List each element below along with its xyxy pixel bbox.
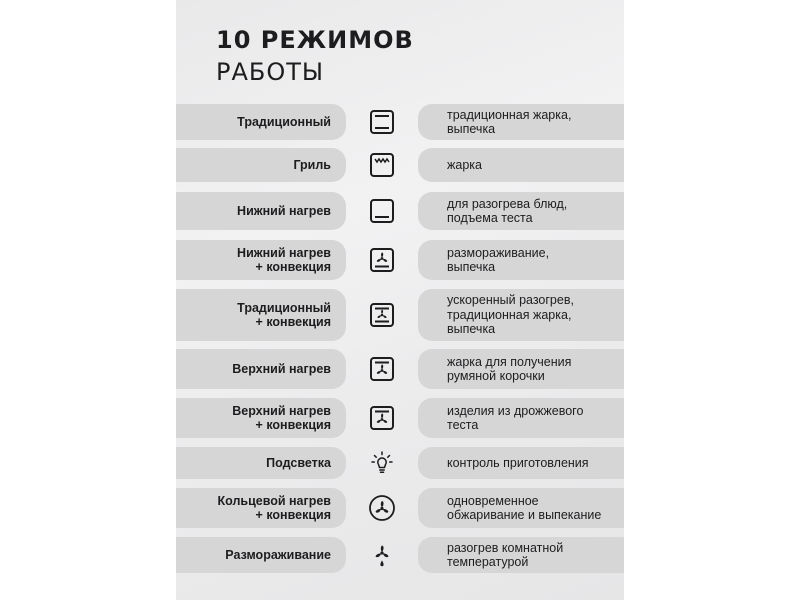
mode-description-pill <box>418 349 624 389</box>
mode-name-pill <box>176 398 346 438</box>
top-heat-fan-icon <box>368 404 396 432</box>
mode-description: изделия из дрожжевого теста <box>447 403 584 432</box>
mode-description: одновременное обжаривание и выпекание <box>447 493 602 522</box>
mode-row <box>176 289 624 341</box>
mode-description: жарка <box>447 157 482 172</box>
mode-description: разогрев комнатной температурой <box>447 540 564 569</box>
mode-row <box>176 104 624 140</box>
mode-row <box>176 537 624 573</box>
mode-description-pill <box>418 104 624 140</box>
mode-row <box>176 192 624 230</box>
mode-name: Традиционный + конвекция <box>237 300 331 329</box>
mode-name-pill <box>176 289 346 341</box>
mode-name-pill <box>176 488 346 528</box>
mode-description-pill <box>418 192 624 230</box>
traditional-fan-icon <box>368 301 396 329</box>
traditional-icon <box>368 108 396 136</box>
mode-name: Подсветка <box>266 455 331 470</box>
grill-icon <box>368 151 396 179</box>
mode-name-pill <box>176 537 346 573</box>
mode-row <box>176 447 624 479</box>
mode-row <box>176 240 624 280</box>
mode-description-pill <box>418 148 624 182</box>
mode-name-pill <box>176 240 346 280</box>
mode-description: ускоренный разогрев, традиционная жарка, выпечка <box>447 293 574 337</box>
mode-description: жарка для получения румяной корочки <box>447 354 572 383</box>
bottom-heat-fan-icon <box>368 246 396 274</box>
mode-name: Верхний нагрев <box>232 361 331 376</box>
mode-name: Традиционный <box>237 114 331 129</box>
mode-description-pill <box>418 398 624 438</box>
mode-name: Нижний нагрев <box>237 203 331 218</box>
mode-description-pill <box>418 537 624 573</box>
mode-name-pill <box>176 192 346 230</box>
mode-description: размораживание, выпечка <box>447 245 550 274</box>
bottom-heat-icon <box>368 197 396 225</box>
mode-description: для разогрева блюд, подъема теста <box>447 196 568 225</box>
mode-name-pill <box>176 447 346 479</box>
mode-name: Размораживание <box>225 547 331 562</box>
mode-row <box>176 488 624 528</box>
mode-name: Нижний нагрев + конвекция <box>237 245 331 274</box>
mode-description-pill <box>418 240 624 280</box>
mode-name-pill <box>176 349 346 389</box>
mode-name-pill <box>176 148 346 182</box>
mode-row <box>176 148 624 182</box>
defrost-icon <box>368 541 396 569</box>
light-bulb-icon <box>368 449 396 477</box>
mode-description-pill <box>418 447 624 479</box>
mode-name-pill <box>176 104 346 140</box>
mode-description: контроль приготовления <box>447 455 589 470</box>
mode-row <box>176 398 624 438</box>
title-line-1: 10 РЕЖИМОВ <box>216 26 414 54</box>
mode-name: Верхний нагрев + конвекция <box>232 403 331 432</box>
mode-description-pill <box>418 488 624 528</box>
ring-heat-fan-icon <box>368 494 396 522</box>
mode-description-pill <box>418 289 624 341</box>
mode-name: Гриль <box>293 157 331 172</box>
mode-description: традиционная жарка, выпечка <box>447 107 572 136</box>
title <box>216 26 414 88</box>
mode-name: Кольцевой нагрев + конвекция <box>217 493 331 522</box>
title-line-2: РАБОТЫ <box>216 58 325 86</box>
top-heat-icon <box>368 355 396 383</box>
infographic-panel <box>176 0 624 600</box>
mode-row <box>176 349 624 389</box>
